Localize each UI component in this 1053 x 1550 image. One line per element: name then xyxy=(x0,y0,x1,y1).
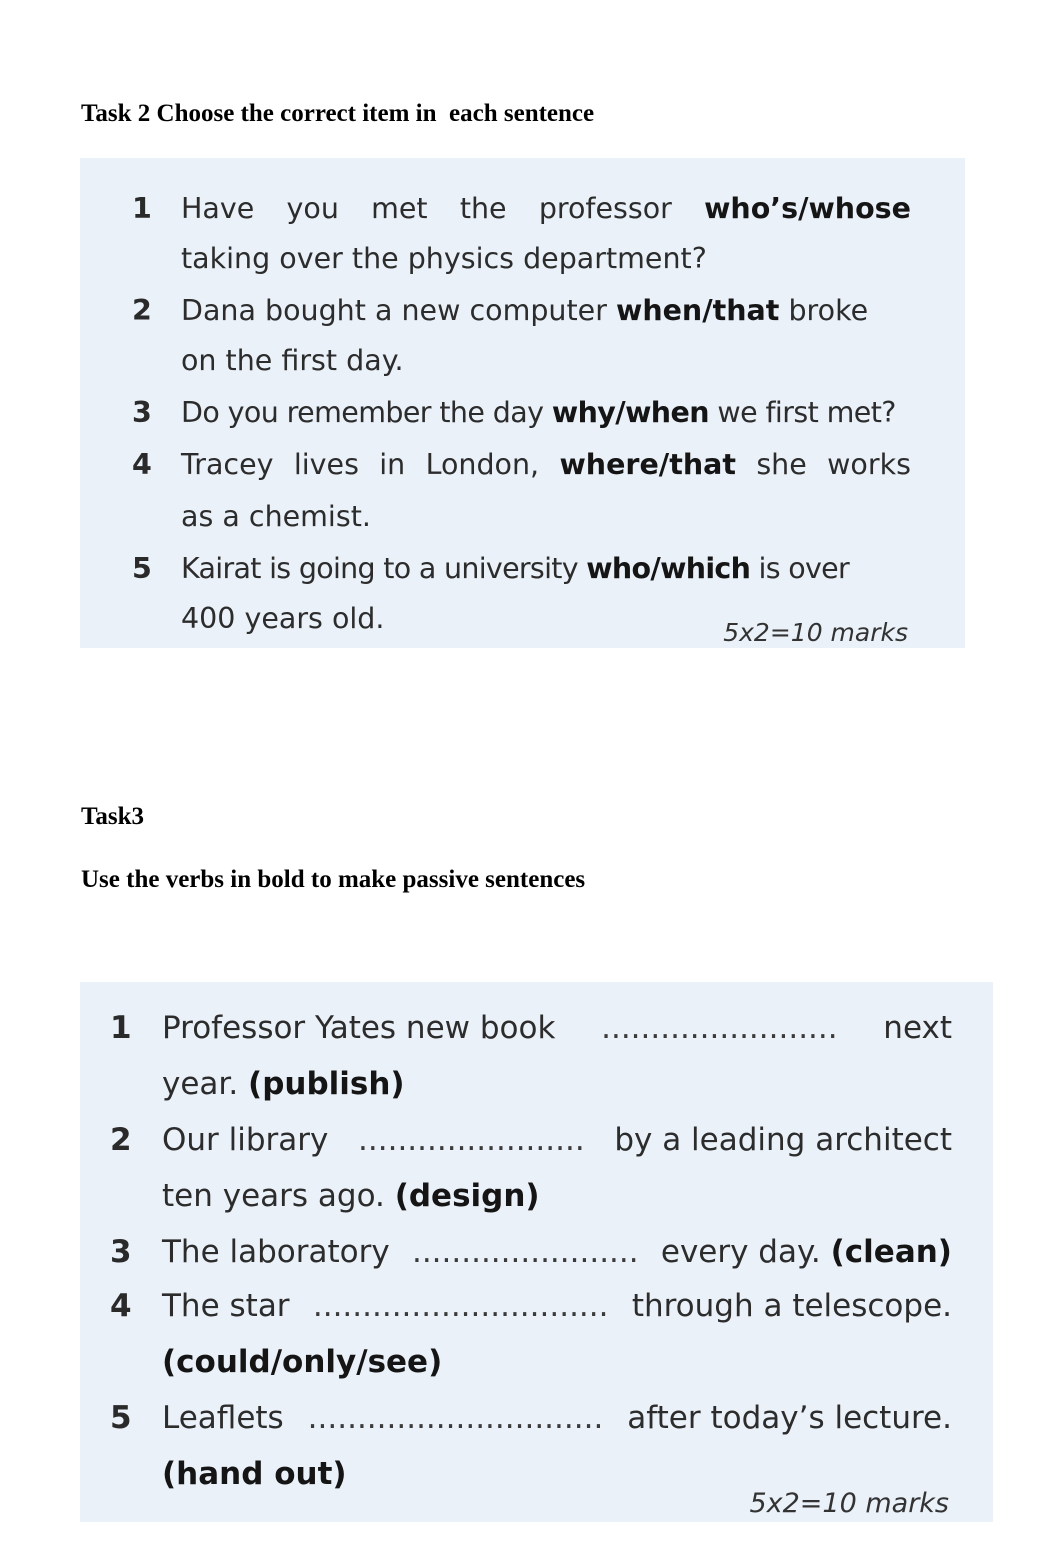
item-number: 3 xyxy=(132,396,152,429)
word: in xyxy=(379,448,406,481)
sentence-text: Do you remember the day xyxy=(181,396,552,429)
task3-item2-line1 xyxy=(162,1122,952,1158)
word: works xyxy=(827,448,911,481)
task2-exercise-box xyxy=(80,158,965,648)
word: she xyxy=(756,448,807,481)
sentence-text: Our library xyxy=(162,1122,329,1158)
task3-item1-line1 xyxy=(162,1010,952,1046)
sentence-text: Kairat is going to a university xyxy=(181,552,587,585)
word: the xyxy=(459,192,507,225)
task2-marks: 5x2=10 marks xyxy=(723,618,908,647)
word: Have xyxy=(181,192,255,225)
answer-blank: .............................. xyxy=(312,1288,609,1324)
task3-item1-line2 xyxy=(162,1066,405,1102)
task3-instructions: Use the verbs in bold to make passive sentences xyxy=(81,866,586,893)
verb-hint: (hand out) xyxy=(162,1456,347,1492)
sentence-end xyxy=(661,1234,952,1270)
choice-options: when/that xyxy=(615,294,780,327)
verb-hint: (clean) xyxy=(830,1234,952,1270)
choice-options: who’s/whose xyxy=(704,192,911,225)
task2-item1-line2: taking over the physics department? xyxy=(181,242,707,275)
item-number: 5 xyxy=(132,552,152,585)
sentence-text: year. xyxy=(162,1066,249,1102)
word: lives xyxy=(293,448,359,481)
verb-hint: (publish) xyxy=(248,1066,405,1102)
task3-item4-line2 xyxy=(162,1344,442,1380)
verb-hint: (could/only/see) xyxy=(162,1344,443,1380)
sentence-text: ten years ago. xyxy=(162,1178,395,1214)
choice-options: where/that xyxy=(559,448,736,481)
task3-exercise-box xyxy=(80,982,993,1522)
task2-item5-line2: 400 years old. xyxy=(181,602,385,635)
word: professor xyxy=(538,192,672,225)
answer-blank: ....................... xyxy=(411,1234,639,1270)
sentence-text: is over xyxy=(750,552,850,585)
task2-item5-line1 xyxy=(181,552,849,585)
word: London, xyxy=(425,448,540,481)
sentence-text: Leaflets xyxy=(162,1400,284,1436)
task2-item2-line1 xyxy=(181,294,868,327)
sentence-text: The star xyxy=(162,1288,290,1324)
sentence-text: Professor Yates new book xyxy=(162,1010,556,1046)
task2-item1-line1 xyxy=(181,192,911,225)
task3-title: Task3 xyxy=(81,803,145,830)
sentence-text: broke xyxy=(779,294,869,327)
item-number: 4 xyxy=(132,448,152,481)
item-number: 3 xyxy=(110,1234,132,1270)
task3-item4-line1 xyxy=(162,1288,952,1324)
sentence-text: every day. xyxy=(660,1234,831,1270)
sentence-text: through a telescope. xyxy=(631,1288,952,1324)
sentence-text: next xyxy=(883,1010,952,1046)
choice-options: why/when xyxy=(551,396,709,429)
answer-blank: ........................ xyxy=(601,1010,838,1046)
item-number: 5 xyxy=(110,1400,132,1436)
task2-item3-line1 xyxy=(181,396,896,429)
task2-item4-line1 xyxy=(181,448,911,481)
task2-item4-line2: as a chemist. xyxy=(181,500,371,533)
task2-title: Task 2 Choose the correct item in each sentence xyxy=(81,100,595,127)
task3-item5-line2 xyxy=(162,1456,347,1492)
item-number: 4 xyxy=(110,1288,132,1324)
choice-options: who/which xyxy=(586,552,751,585)
task2-item2-line2: on the first day. xyxy=(181,344,404,377)
task3-item5-line1 xyxy=(162,1400,952,1436)
sentence-text: Dana bought a new computer xyxy=(181,294,616,327)
item-number: 1 xyxy=(132,192,152,225)
sentence-text: after today’s lecture. xyxy=(627,1400,952,1436)
word: you xyxy=(286,192,339,225)
task3-item2-line2 xyxy=(162,1178,540,1214)
item-number: 2 xyxy=(132,294,152,327)
answer-blank: .............................. xyxy=(307,1400,604,1436)
task3-item3-line1 xyxy=(162,1234,952,1270)
item-number: 1 xyxy=(110,1010,132,1046)
word: Tracey xyxy=(181,448,274,481)
word: met xyxy=(371,192,428,225)
sentence-text: The laboratory xyxy=(162,1234,390,1270)
task3-marks: 5x2=10 marks xyxy=(749,1488,949,1519)
answer-blank: ....................... xyxy=(358,1122,585,1158)
verb-hint: (design) xyxy=(394,1178,540,1214)
sentence-text: we first met? xyxy=(708,396,896,429)
sentence-text: by a leading architect xyxy=(614,1122,952,1158)
item-number: 2 xyxy=(110,1122,132,1158)
